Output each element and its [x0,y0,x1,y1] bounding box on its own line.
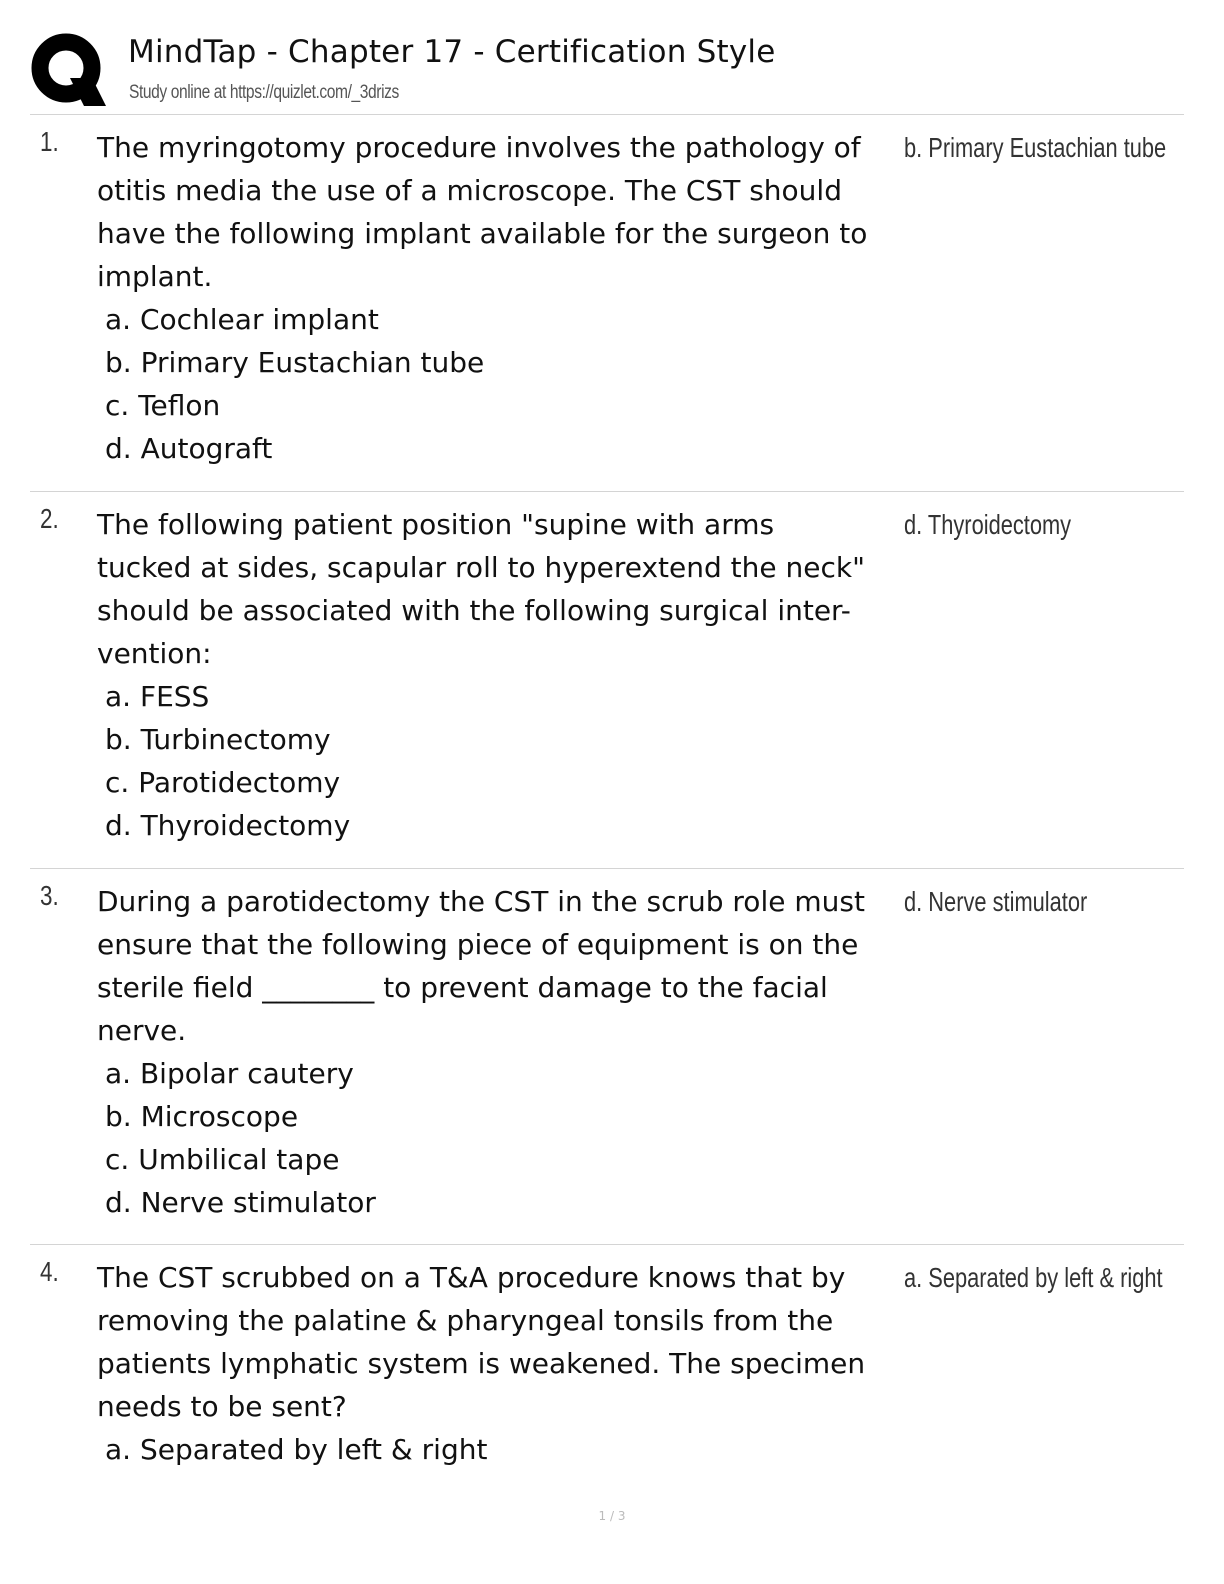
question-line: nerve. [97,1014,187,1047]
card-answer: a. Separated by left & right [904,1262,1163,1293]
answer-options [97,298,907,470]
card-question [97,126,907,470]
question-line: The following patient position "supine with arms [97,508,775,541]
page-header [30,28,1184,114]
option-b: b. Primary Eustachian tube [105,346,485,379]
card-number: 4. [40,1256,59,1287]
card-answer: d. Nerve stimulator [904,886,1088,917]
option-c: c. Teflon [105,389,221,422]
option-b: b. Turbinectomy [105,723,331,756]
answer-options [97,1052,907,1224]
question-line: sterile field ________ to prevent damage to the facial [97,971,828,1004]
question-line: needs to be sent? [97,1390,347,1423]
question-line: During a parotidectomy the CST in the scrub role must [97,885,865,918]
question-line: patients lymphatic system is weakened. The specimen [97,1347,866,1380]
option-a: a. Separated by left & right [105,1433,488,1466]
card-question [97,1256,907,1471]
divider [30,1244,1184,1245]
card-answer: b. Primary Eustachian tube [904,132,1167,163]
option-a: a. Bipolar cautery [105,1057,354,1090]
divider [30,868,1184,869]
study-online-link[interactable]: Study online at https://quizlet.com/_3drizs [129,82,399,103]
divider [30,491,1184,492]
option-c: c. Umbilical tape [105,1143,340,1176]
divider [30,114,1184,115]
question-line: tucked at sides, scapular roll to hyperextend the neck" [97,551,865,584]
question-line: ensure that the following piece of equipment is on the [97,928,859,961]
quizlet-logo-icon [30,32,106,108]
answer-options [97,1428,907,1471]
card-question [97,503,907,847]
option-d: d. Nerve stimulator [105,1186,376,1219]
card-number: 3. [40,880,59,911]
option-d: d. Autograft [105,432,273,465]
card-answer: d. Thyroidectomy [904,509,1072,540]
question-line: removing the palatine & pharyngeal tonsils from the [97,1304,834,1337]
answer-options [97,675,907,847]
page-number: 1 / 3 [598,1509,626,1523]
option-a: a. FESS [105,680,210,713]
option-d: d. Thyroidectomy [105,809,351,842]
page-title: MindTap - Chapter 17 - Certification Style [128,34,776,70]
option-a: a. Cochlear implant [105,303,379,336]
option-c: c. Parotidectomy [105,766,341,799]
question-line: have the following implant available for the surgeon to [97,217,868,250]
question-line: The myringotomy procedure involves the pathology of [97,131,861,164]
card-question [97,880,907,1224]
question-line: implant. [97,260,213,293]
question-line: The CST scrubbed on a T&A procedure knows that by [97,1261,846,1294]
option-b: b. Microscope [105,1100,299,1133]
question-line: vention: [97,637,212,670]
card-number: 1. [40,126,59,157]
question-line: otitis media the use of a microscope. The CST should [97,174,842,207]
question-line: should be associated with the following surgical inter- [97,594,851,627]
card-number: 2. [40,503,59,534]
